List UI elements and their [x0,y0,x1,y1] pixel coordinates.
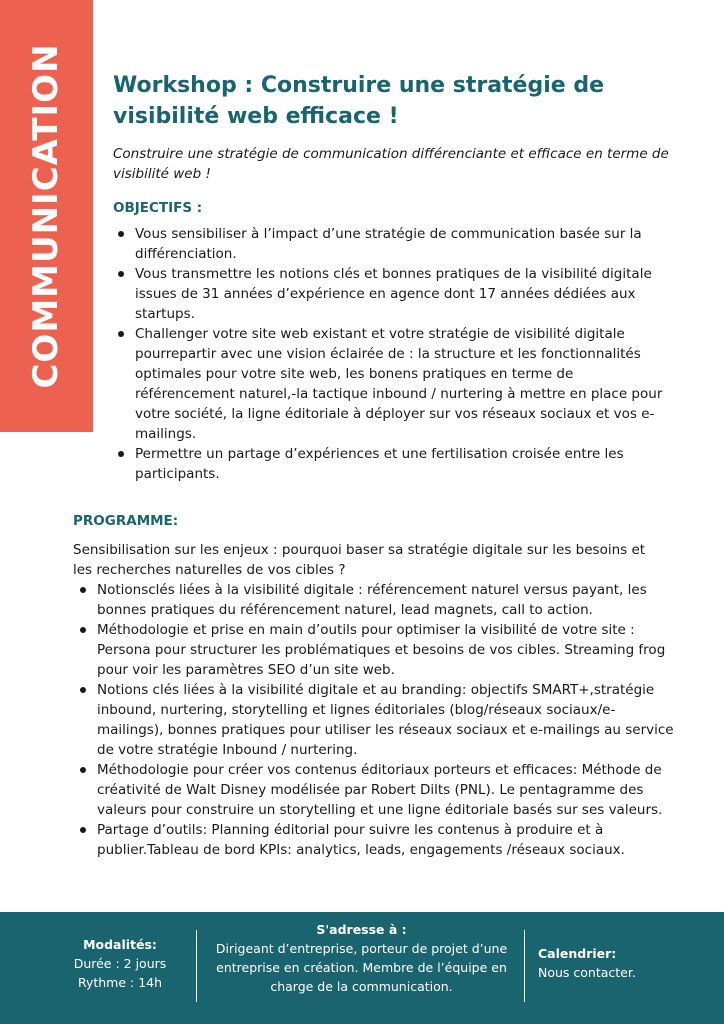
programme-heading: PROGRAMME: [73,513,179,529]
list-item: Permettre un partage d’expériences et une fertilisation croisée entre les participants. [113,444,668,484]
calendrier-text: Nous contacter. [538,965,636,980]
footer-divider [196,930,197,1002]
page-title: Workshop : Construire une stratégie de visibilité web efficace ! [113,73,605,129]
modalites-heading: Modalités: [83,937,157,952]
adresse-text: Dirigeant d’entreprise, porteur de projet d’une entreprise en création. Membre de l’équipe en charge de la communication. [215,941,508,994]
list-item: Partage d’outils: Planning éditorial pour suivre les contenus à produire et à publier.Tableau de bord KPIs: analytics, leads, engagements /réseaux sociaux. [75,820,675,860]
modalites-rythme: Rythme : 14h [77,975,163,990]
list-item: Notions clés liées à la visibilité digitale et au branding: objectifs SMART+,stratégie inbound, nurtering, storytelling et lignes éditoriales (blog/réseaux sociaux/e-mailings), bonnes pratiques pour utiliser les réseaux sociaux et e-mailings au service de votre stratégie Inbound / nurtering. [75,680,675,760]
calendrier-block [538,944,698,982]
side-band [0,0,93,432]
footer-divider [524,930,525,1002]
footer-band [0,912,724,1024]
adresse-block [210,920,513,996]
objectifs-heading: OBJECTIFS : [113,200,203,216]
list-item: Méthodologie pour créer vos contenus éditoriaux porteurs et efficaces: Méthode de créativité de Walt Disney modélisée par Robert Dilts (PNL). Le pentagramme des valeurs pour construire un storytelling et une ligne éditoriale basés sur ses valeurs. [75,760,675,820]
programme-list [75,580,675,860]
programme-intro: Sensibilisation sur les enjeux : pourquoi baser sa stratégie digitale sur les besoins et les recherches naturelles de vos cibles ? [73,542,646,578]
list-item: Challenger votre site web existant et votre stratégie de visibilité digitale pourrepartir avec une vision éclairée de : la structure et les fonctionnalités optimales pour votre site web, les bonens pratiques en terme de référencement naturel,-la tactique inbound / nurtering à mettre en place pour votre société, la ligne éditoriale à déployer sur vos réseaux sociaux et vos e-mailings. [113,324,668,444]
list-item: Notionsclés liées à la visibilité digitale : référencement naturel versus payant, les bonnes pratiques du référencement naturel, lead magnets, call to action. [75,580,675,620]
list-item: Méthodologie et prise en main d’outils pour optimiser la visibilité de votre site : Persona pour structurer les problématiques et besoins de vos cibles. Streaming frog pour voir les paramètres SEO d’un site web. [75,620,675,680]
modalites-block [60,935,180,992]
page-subtitle: Construire une stratégie de communication différenciante et efficace en terme de visibilité web ! [113,146,669,182]
modalites-duree: Durée : 2 jours [73,956,167,971]
side-band-label: COMMUNICATION [26,43,66,389]
list-item: Vous transmettre les notions clés et bonnes pratiques de la visibilité digitale issues de 31 années d’expérience en agence dont 17 années dédiées aux startups. [113,264,668,324]
adresse-heading: S'adresse à : [316,922,407,937]
calendrier-heading: Calendrier: [538,946,617,961]
objectifs-list [113,224,668,484]
list-item: Vous sensibiliser à l’impact d’une stratégie de communication basée sur la différenciation. [113,224,668,264]
